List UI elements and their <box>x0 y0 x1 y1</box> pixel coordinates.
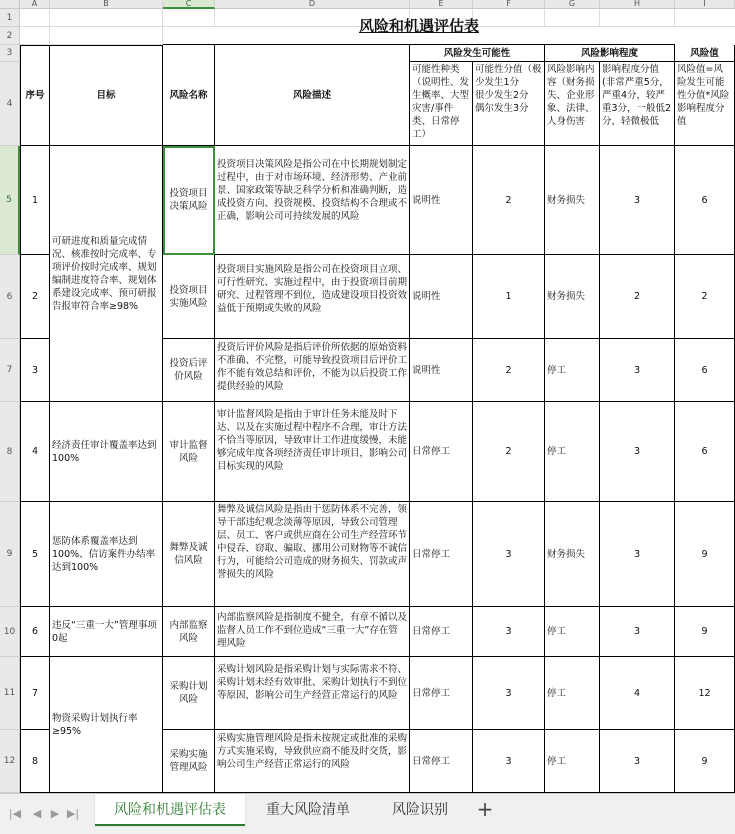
risk-description-cell[interactable]: 采购计划风险是指采购计划与实际需求不符、采购计划未经有效审批、采购计划执行不到位等原因，影响公司生产经营正常运行的风险 <box>215 657 410 730</box>
seq-cell[interactable]: 2 <box>20 255 50 339</box>
possibility-type-cell[interactable]: 说明性 <box>410 255 473 339</box>
possibility-type-cell[interactable]: 日常停工 <box>410 402 473 502</box>
header-risk-name[interactable]: 风险名称 <box>163 45 215 146</box>
row-header-2[interactable]: 2 <box>0 27 20 45</box>
header-seq[interactable]: 序号 <box>20 45 50 146</box>
row-header-9[interactable]: 9 <box>0 502 20 607</box>
impact-content-cell[interactable]: 停工 <box>545 657 600 730</box>
header-possibility-type[interactable]: 可能性种类（说明性、发生概率、大型灾害/事件类、日常停工） <box>410 62 473 146</box>
impact-content-cell[interactable]: 财务损失 <box>545 255 600 339</box>
sheet-tab-major-risk-list[interactable]: 重大风险清单 <box>266 802 350 818</box>
sheet-tab-risk-identification[interactable]: 风险识别 <box>392 802 448 818</box>
impact-content-cell[interactable]: 停工 <box>545 402 600 502</box>
sheet-title[interactable]: 风险和机遇评估表 <box>163 9 675 45</box>
possibility-score-cell[interactable]: 2 <box>473 339 545 402</box>
possibility-type-cell[interactable]: 说明性 <box>410 146 473 255</box>
impact-content-cell[interactable]: 财务损失 <box>545 146 600 255</box>
goal-cell[interactable]: 物资采购计划执行率≥95% <box>50 657 163 793</box>
possibility-type-cell[interactable]: 日常停工 <box>410 657 473 730</box>
risk-value-cell[interactable]: 6 <box>675 402 735 502</box>
row-header-12[interactable]: 12 <box>0 730 20 793</box>
goal-cell[interactable]: 违反“三重一大”管理事项0起 <box>50 607 163 657</box>
risk-name-cell[interactable]: 采购实施管理风险 <box>163 730 215 793</box>
possibility-type-cell[interactable]: 日常停工 <box>410 607 473 657</box>
column-header-a[interactable]: A <box>20 0 50 9</box>
risk-value-cell[interactable]: 9 <box>675 730 735 793</box>
sheet-tab-bar <box>0 793 735 834</box>
row-header-4[interactable]: 4 <box>0 62 20 146</box>
row-header-10[interactable]: 10 <box>0 607 20 657</box>
prev-sheet-icon[interactable]: ◀ <box>32 807 42 820</box>
first-sheet-icon[interactable]: |◀ <box>8 807 22 820</box>
possibility-score-cell[interactable]: 3 <box>473 607 545 657</box>
column-header-g[interactable]: G <box>545 0 600 9</box>
impact-content-cell[interactable]: 停工 <box>545 730 600 793</box>
goal-cell[interactable]: 经济责任审计覆盖率达到100% <box>50 402 163 502</box>
seq-cell[interactable]: 1 <box>20 146 50 255</box>
impact-score-cell[interactable]: 4 <box>600 657 675 730</box>
seq-cell[interactable]: 7 <box>20 657 50 730</box>
possibility-score-cell[interactable]: 3 <box>473 657 545 730</box>
column-header-e[interactable]: E <box>410 0 473 9</box>
risk-description-cell[interactable]: 采购实施管理风险是指未按规定或批准的采购方式实施采购，导致供应商不能及时交货，影响公司生产经营正常运行的风险 <box>215 730 410 793</box>
impact-content-cell[interactable]: 停工 <box>545 607 600 657</box>
risk-description-cell[interactable]: 投资项目决策风险是指公司在中长期规划制定过程中，由于对市场环境、经济形势、产业前景、国家政策等缺乏科学分析和准确判断，造成投资方向、投资规模、投资结构不合理或不正确，影响公司可持续发展的风险 <box>215 146 410 255</box>
risk-name-cell[interactable]: 投资项目实施风险 <box>163 255 215 339</box>
impact-score-cell[interactable]: 3 <box>600 402 675 502</box>
possibility-type-cell[interactable]: 说明性 <box>410 339 473 402</box>
risk-name-cell[interactable]: 审计监督风险 <box>163 402 215 502</box>
row-header-5[interactable]: 5 <box>0 146 20 255</box>
risk-name-cell[interactable]: 采购计划风险 <box>163 657 215 730</box>
seq-cell[interactable]: 4 <box>20 402 50 502</box>
risk-value-cell[interactable]: 2 <box>675 255 735 339</box>
impact-score-cell[interactable]: 3 <box>600 146 675 255</box>
header-risk-description[interactable]: 风险描述 <box>215 45 410 146</box>
row-header-11[interactable]: 11 <box>0 657 20 730</box>
column-header-b[interactable]: B <box>50 0 163 9</box>
next-sheet-icon[interactable]: ▶ <box>50 807 60 820</box>
risk-value-cell[interactable]: 9 <box>675 502 735 607</box>
add-sheet-icon[interactable]: + <box>476 797 494 821</box>
risk-description-cell[interactable]: 投资项目实施风险是指公司在投资项目立项、可行性研究、实施过程中，由于投资项目前期研究、过程管理不到位，造成建设项目投资效益低于预期或失败的风险 <box>215 255 410 339</box>
seq-cell[interactable]: 5 <box>20 502 50 607</box>
possibility-score-cell[interactable]: 2 <box>473 146 545 255</box>
risk-value-cell[interactable]: 6 <box>675 339 735 402</box>
risk-name-cell-selected[interactable]: 投资项目决策风险 <box>163 146 215 255</box>
goal-cell[interactable]: 惩防体系覆盖率达到100%、信访案件办结率达到100% <box>50 502 163 607</box>
header-risk-value-group[interactable]: 风险值 <box>675 45 735 62</box>
header-impact-content[interactable]: 风险影响内容（财务损失、企业形象、法律、人身伤害 <box>545 62 600 146</box>
select-all-corner[interactable] <box>0 0 20 9</box>
row-header-3[interactable]: 3 <box>0 45 20 62</box>
column-header-i[interactable]: I <box>675 0 735 9</box>
risk-description-cell[interactable]: 投资后评价风险是指后评价所依据的原始资料不准确、不完整，可能导致投资项目后评价工作不能有效总结和评价，不能为以后投资工作提供经验的风险 <box>215 339 410 402</box>
header-risk-value-formula[interactable]: 风险值=风险发生可能性分值*风险影响程度分值 <box>675 62 735 146</box>
impact-content-cell[interactable]: 财务损失 <box>545 502 600 607</box>
header-impact-group[interactable]: 风险影响程度 <box>545 45 675 62</box>
risk-value-cell[interactable]: 9 <box>675 607 735 657</box>
header-impact-score[interactable]: 影响程度分值(非常严重5分，严重4分，较严重3分，一般低2分，轻微极低 <box>600 62 675 146</box>
possibility-score-cell[interactable]: 2 <box>473 402 545 502</box>
seq-cell[interactable]: 8 <box>20 730 50 793</box>
impact-score-cell[interactable]: 2 <box>600 255 675 339</box>
impact-content-cell[interactable]: 停工 <box>545 339 600 402</box>
risk-description-cell[interactable]: 审计监督风险是指由于审计任务未能及时下达、以及在实施过程中程序不合理，审计方法不恰当等原因，导致审计工作进度缓慢，未能够完成年度各项经济责任审计项目，影响公司目标实现的风险 <box>215 402 410 502</box>
column-header-h[interactable]: H <box>600 0 675 9</box>
column-header-d[interactable]: D <box>215 0 410 9</box>
risk-name-cell[interactable]: 舞弊及诚信风险 <box>163 502 215 607</box>
possibility-score-cell[interactable]: 3 <box>473 730 545 793</box>
impact-score-cell[interactable]: 3 <box>600 339 675 402</box>
row-header-8[interactable]: 8 <box>0 402 20 502</box>
sheet-tab-risk-assessment[interactable]: 风险和机遇评估表 <box>95 794 245 826</box>
seq-cell[interactable]: 6 <box>20 607 50 657</box>
risk-name-cell[interactable]: 投资后评价风险 <box>163 339 215 402</box>
header-likelihood-group[interactable]: 风险发生可能性 <box>410 45 545 62</box>
impact-score-cell[interactable]: 3 <box>600 607 675 657</box>
column-header-c[interactable]: C <box>163 0 215 9</box>
risk-value-cell[interactable]: 12 <box>675 657 735 730</box>
risk-name-cell[interactable]: 内部监察风险 <box>163 607 215 657</box>
header-goal[interactable]: 目标 <box>50 45 163 146</box>
impact-score-cell[interactable]: 3 <box>600 730 675 793</box>
row-header-1[interactable]: 1 <box>0 9 20 27</box>
last-sheet-icon[interactable]: ▶| <box>66 807 80 820</box>
possibility-type-cell[interactable]: 日常停工 <box>410 730 473 793</box>
possibility-score-cell[interactable]: 3 <box>473 502 545 607</box>
row-header-7[interactable]: 7 <box>0 339 20 402</box>
column-header-f[interactable]: F <box>473 0 545 9</box>
possibility-type-cell[interactable]: 日常停工 <box>410 502 473 607</box>
seq-cell[interactable]: 3 <box>20 339 50 402</box>
impact-score-cell[interactable]: 3 <box>600 502 675 607</box>
header-possibility-score[interactable]: 可能性分值（极少发生1分 很少发生2分 偶尔发生3分 <box>473 62 545 146</box>
risk-description-cell[interactable]: 内部监察风险是指制度不健全，有章不循以及监督人员工作不到位造成“三重一大”存在管理风险 <box>215 607 410 657</box>
risk-description-cell[interactable]: 舞弊及诚信风险是指由于惩防体系不完善，领导干部违纪观念淡薄等原因，导致公司管理层、员工、客户或供应商在公司生产经营环节中侵吞、窃取、骗取、挪用公司财物等不诚信行为，可能给公司造成的财务损失、罚款或声誉损失的风险 <box>215 502 410 607</box>
goal-cell[interactable]: 可研进度和质量完成情况、核准按时完成率、专项评价按时完成率、规划编制进度符合率、规划体系建设完成率、预可研报告报审符合率≥98% <box>50 146 163 402</box>
risk-value-cell[interactable]: 6 <box>675 146 735 255</box>
row-header-6[interactable]: 6 <box>0 255 20 339</box>
possibility-score-cell[interactable]: 1 <box>473 255 545 339</box>
